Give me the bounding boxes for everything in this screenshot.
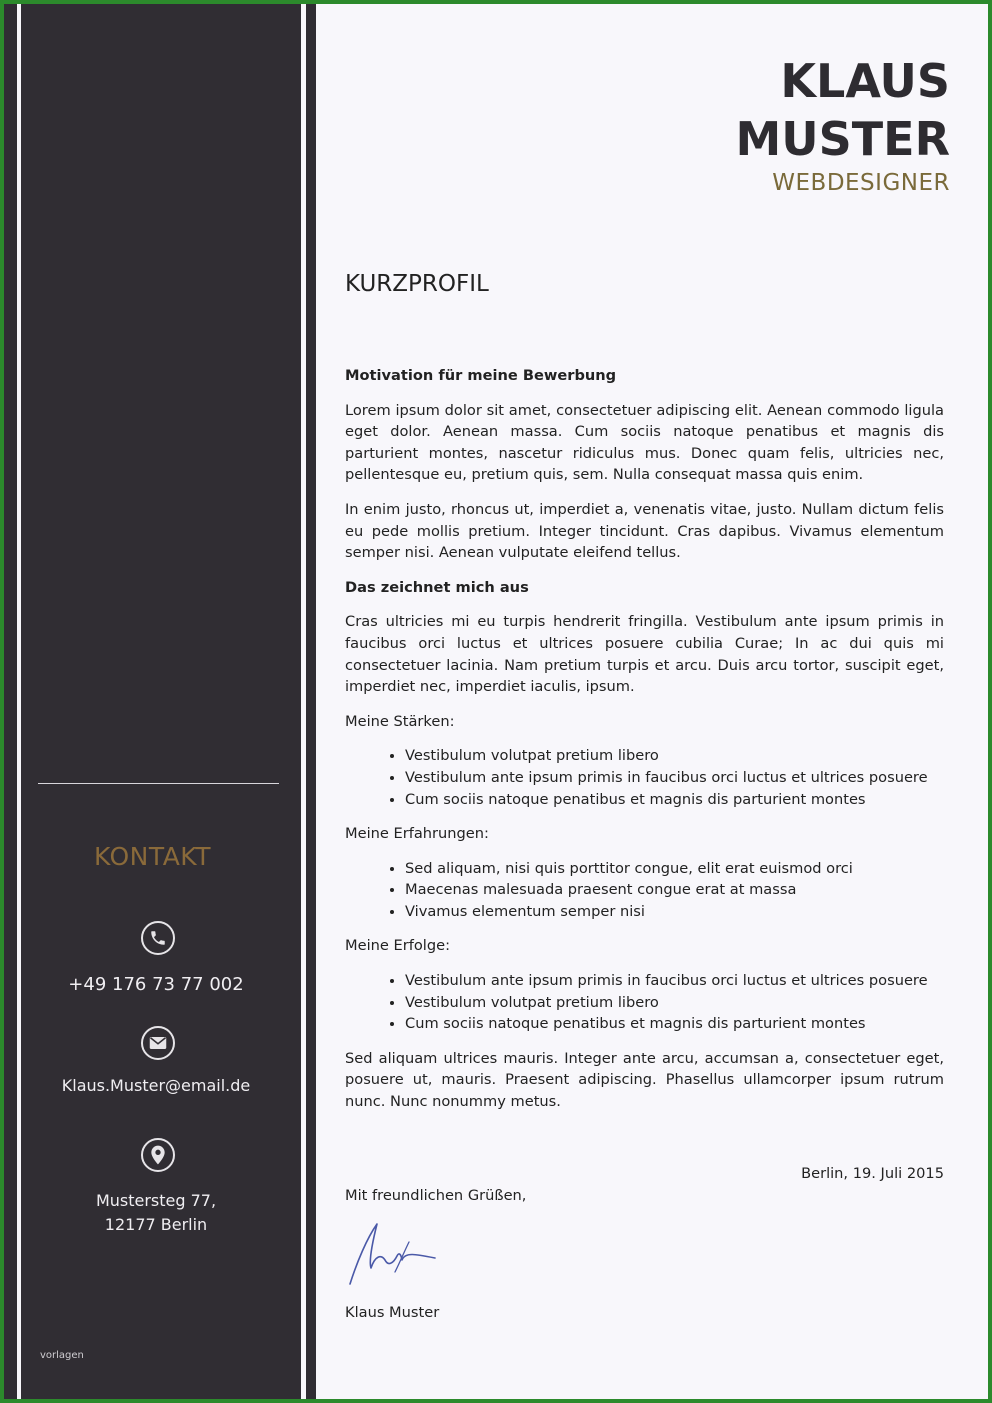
list-item: • Cum sociis natoque penatibus et magnis dis parturient montes — [405, 789, 944, 811]
contact-heading: KONTAKT — [93, 842, 212, 871]
contact-phone[interactable]: +49 176 73 77 002 — [68, 974, 244, 995]
location-pin-icon — [141, 1138, 175, 1172]
success-list — [345, 970, 944, 1035]
section-title-motivation: Motivation für meine Bewerbung — [345, 367, 617, 384]
letter-date: Berlin, 19. Juli 2015 — [801, 1165, 944, 1182]
footer-note: vorlagen — [40, 1350, 84, 1361]
section-heading: KURZPROFIL — [345, 271, 489, 297]
last-name: MUSTER — [735, 112, 950, 166]
section-title-strengths: Das zeichnet mich aus — [345, 578, 529, 596]
applicant-name — [736, 52, 950, 168]
list-item: • Vestibulum volutpat pretium libero — [405, 992, 944, 1014]
list-item: • Vestibulum ante ipsum primis in faucibus orci luctus et ultrices posuere — [405, 767, 944, 789]
paragraph-1: Lorem ipsum dolor sit amet, consectetuer adipiscing elit. Aenean commodo ligula eget dolor. Aenean massa. Cum sociis natoque penatibus et magnis dis parturient montes, nascetur ridiculus mus. Donec quam felis, ultricies nec, pellentesque eu, pretium quis, sem. Nulla consequat massa quis enim. — [345, 401, 944, 484]
experience-label: Meine Erfahrungen: — [345, 825, 489, 843]
contact-address-line2: 12177 Berlin — [104, 1215, 208, 1234]
list-item: • Vestibulum volutpat pretium libero — [405, 745, 944, 767]
job-title: WEBDESIGNER — [772, 170, 950, 196]
list-item: • Cum sociis natoque penatibus et magnis dis parturient montes — [405, 1013, 944, 1035]
signer-name: Klaus Muster — [345, 1304, 440, 1321]
first-name: KLAUS — [780, 54, 950, 108]
list-item: • Vivamus elementum semper nisi — [405, 901, 944, 923]
success-label: Meine Erfolge: — [345, 937, 450, 955]
paragraph-2: In enim justo, rhoncus ut, imperdiet a, venenatis vitae, justo. Nullam dictum felis eu pede mollis pretium. Integer tincidunt. Cras dapibus. Vivamus elementum semper nisi. Aenean vulputate eleifend tellus. — [345, 500, 944, 562]
list-item: • Sed aliquam, nisi quis porttitor congue, elit erat euismod orci — [405, 858, 944, 880]
mail-icon — [141, 1026, 175, 1060]
strengths-label: Meine Stärken: — [345, 712, 455, 730]
letter-body — [345, 365, 944, 1126]
paragraph-3: Cras ultricies mi eu turpis hendrerit fringilla. Vestibulum ante ipsum primis in faucibus orci luctus et ultrices posuere cubilia Curae; In ac dui quis mi consectetuer lacinia. Nam pretium turpis et arcu. Duis arcu tortor, suscipit eget, imperdiet nec, imperdiet iaculis, ipsum. — [345, 613, 944, 696]
letter-greeting: Mit freundlichen Grüßen, — [345, 1187, 527, 1204]
strengths-list — [345, 745, 944, 810]
contact-email[interactable]: Klaus.Muster@email.de — [61, 1076, 251, 1095]
list-item: • Vestibulum ante ipsum primis in faucibus orci luctus et ultrices posuere — [405, 970, 944, 992]
phone-icon — [141, 921, 175, 955]
contact-address-line1: Mustersteg 77, — [95, 1191, 217, 1210]
experience-list — [345, 858, 944, 923]
sidebar-divider — [38, 783, 279, 784]
signature-image — [345, 1218, 440, 1290]
list-item: • Maecenas malesuada praesent congue erat at massa — [405, 879, 944, 901]
paragraph-4: Sed aliquam ultrices mauris. Integer ante arcu, accumsan a, consectetuer eget, posuere ut, mauris. Praesent adipiscing. Phasellus ullamcorper ipsum rutrum nunc. Nunc nonummy metus. — [345, 1049, 944, 1111]
